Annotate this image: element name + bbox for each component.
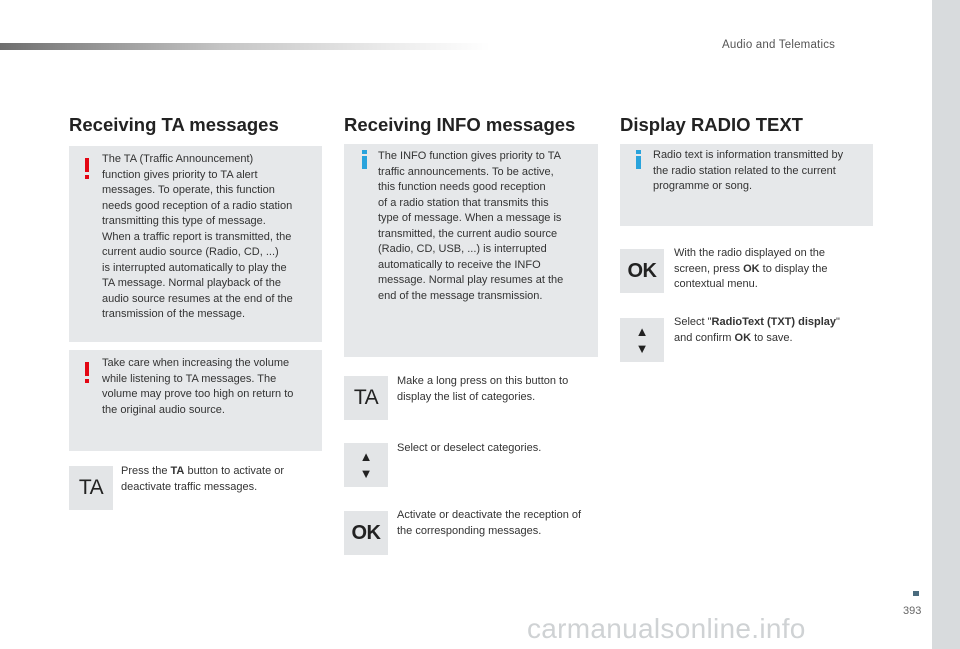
ta-section-title: Receiving TA messages: [69, 114, 279, 135]
ta-volume-warning-text: Take care when increasing the volume while listening to TA messages. The volume may prove too high on return to the original audio source.: [102, 357, 294, 416]
header-gradient-bar: [0, 43, 490, 50]
radiotext-note-text: Radio text is information transmitted by the radio station related to the current programme or song.: [653, 149, 844, 192]
info-step-select-categories: Select or deselect categories.: [397, 442, 542, 454]
ta-warning-box: [69, 146, 322, 342]
side-strip: [932, 0, 960, 649]
ta-button-icon: TA: [344, 376, 388, 420]
ta-volume-warning-box: [69, 350, 322, 451]
info-note-box: [344, 144, 598, 357]
info-note-text: The INFO function gives priority to TA traffic announcements. To be active, this function needs good reception of a radio station that transmits this type of message. When a message is transmitted, the current audio source (Radio, CD, USB, ...) is interrupted automatically to receive the INFO message. Normal play resumes at the end of the message transmission.: [378, 150, 564, 302]
info-step-activate: Activate or deactivate the reception of the corresponding messages.: [397, 509, 582, 537]
watermark: carmanualsonline.info: [527, 613, 806, 644]
page-number: 393: [903, 605, 922, 617]
info-step-long-press: Make a long press on this button to display the list of categories.: [397, 375, 569, 403]
radiotext-section-title: Display RADIO TEXT: [620, 114, 803, 135]
up-down-arrows-icon: ▲ ▼: [344, 443, 388, 487]
ta-warning-text: The TA (Traffic Announcement) function gives priority to TA alert messages. To operate, this function needs good reception of a radio station transmitting this type of message. When a traffic report is transmitted, the current audio source (Radio, CD, ...) is interrupted automatically to play the TA message. Normal playback of the audio source resumes at the end of the transmission of the message.: [102, 153, 293, 320]
header-title: Audio and Telematics: [722, 39, 836, 51]
up-down-arrows-icon: ▲ ▼: [620, 318, 664, 362]
ok-button-icon: OK: [344, 511, 388, 555]
ta-press-instruction: Press the TA button to activate or deactivate traffic messages.: [121, 465, 285, 493]
radiotext-note-box: [620, 144, 873, 226]
page-marker: [913, 591, 919, 596]
radiotext-step-press-ok: With the radio displayed on the screen, press OK to display the contextual menu.: [674, 247, 828, 290]
ok-button-icon: OK: [620, 249, 664, 293]
ta-button-icon: TA: [69, 466, 113, 510]
radiotext-step-select: Select "RadioText (TXT) display" and confirm OK to save.: [674, 316, 840, 344]
info-section-title: Receiving INFO messages: [344, 114, 576, 135]
